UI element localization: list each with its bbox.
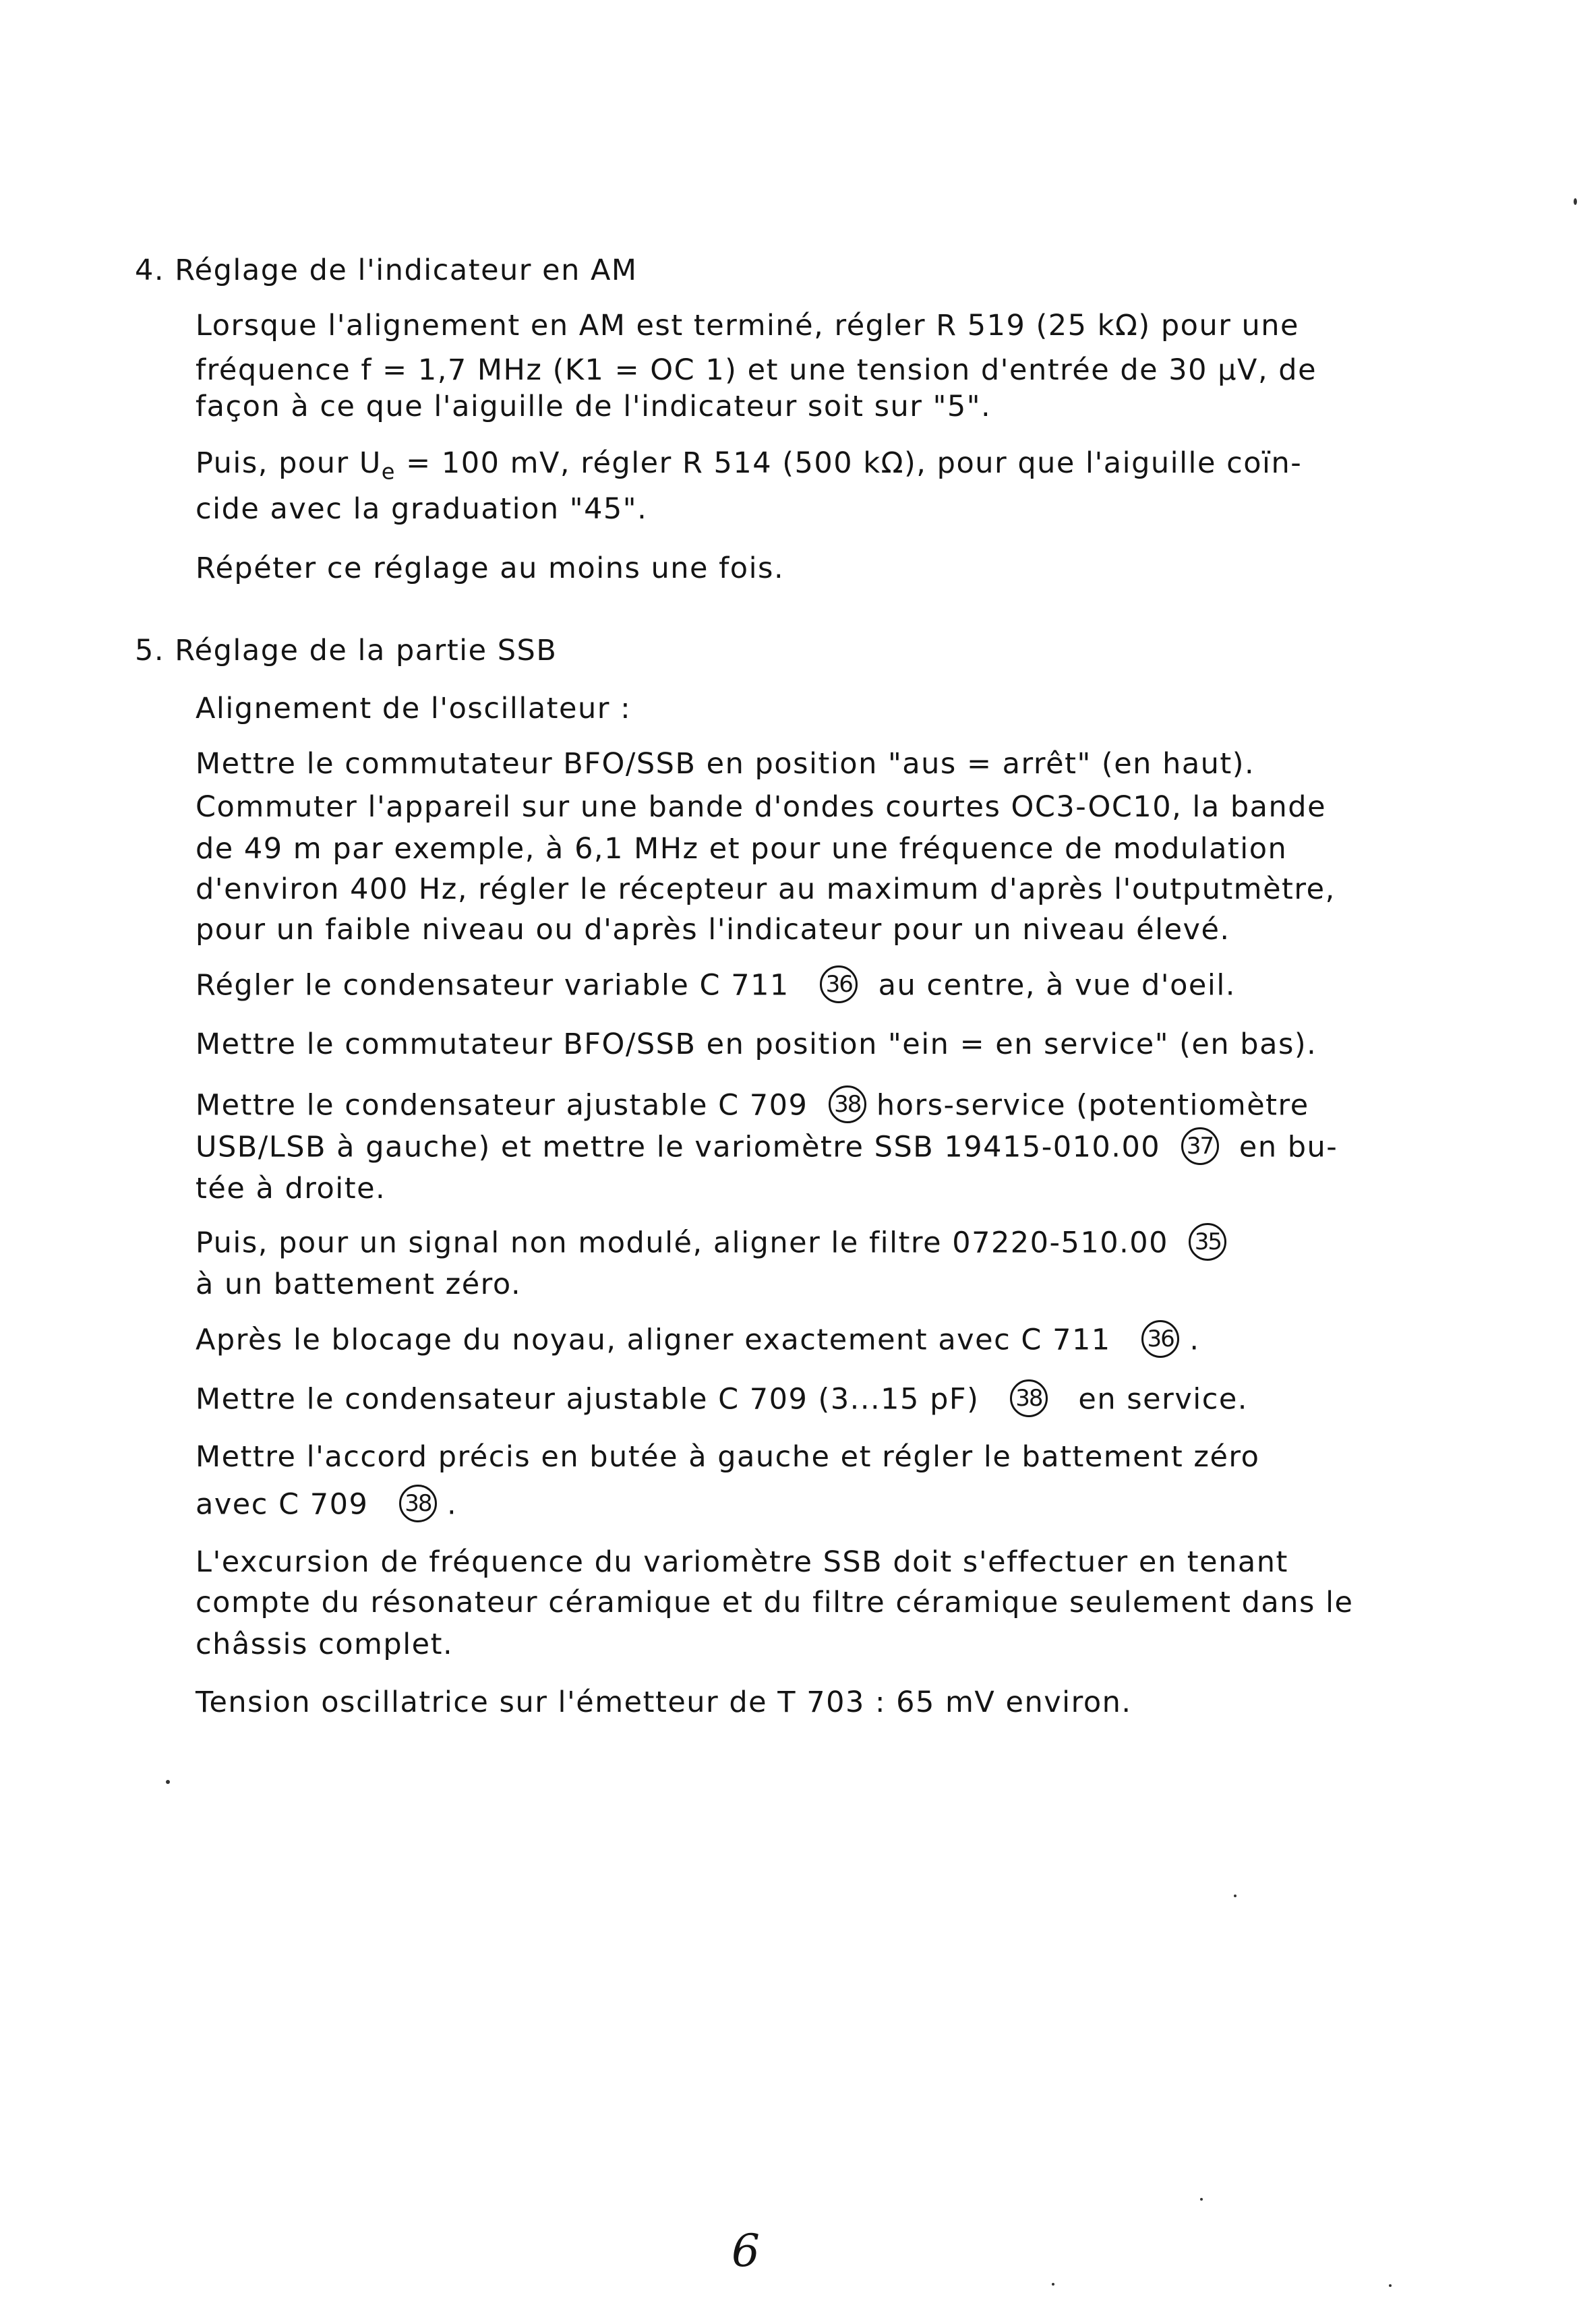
text-run: avec C 709	[196, 1487, 369, 1522]
section-5-heading: 5. Réglage de la partie SSB	[135, 634, 558, 667]
text-run: en service.	[1078, 1382, 1248, 1417]
text-run: Régler le condensateur variable C 711	[196, 968, 790, 1003]
text-run: Après le blocage du noyau, aligner exactement avec C 711	[196, 1323, 1111, 1357]
section-4-p2-line2: cide avec la graduation "45".	[196, 492, 648, 526]
text-run: Mettre le condensateur ajustable C 709	[196, 1088, 808, 1123]
scan-speck	[1389, 2284, 1392, 2287]
section-5-p5-line1	[196, 1228, 1226, 1261]
reference-circle: 36	[820, 965, 858, 1003]
section-5-p4-line1	[196, 1088, 1309, 1123]
text-run: USB/LSB à gauche) et mettre le variomètre SSB 19415-010.00	[196, 1130, 1161, 1164]
section-5-p10: Tension oscillatrice sur l'émetteur de T 703 : 65 mV environ.	[196, 1686, 1132, 1719]
section-5-p2	[196, 968, 1236, 1003]
reference-circle: 36	[1141, 1320, 1179, 1358]
section-5-p1-line1: Mettre le commutateur BFO/SSB en position "aus = arrêt" (en haut).	[196, 747, 1255, 781]
section-5-p8-line1: Mettre l'accord précis en butée à gauche et régler le battement zéro	[196, 1440, 1260, 1474]
section-5-p5-line2: à un battement zéro.	[196, 1268, 522, 1301]
reference-circle: 38	[399, 1485, 437, 1522]
text-run: Puis, pour U	[196, 446, 382, 480]
section-5-p4-line3: tée à droite.	[196, 1172, 386, 1205]
scan-speck	[166, 1780, 170, 1784]
section-4-p1-line1: Lorsque l'alignement en AM est terminé, régler R 519 (25 kΩ) pour une	[196, 309, 1300, 342]
section-5-p1-line3: de 49 m par exemple, à 6,1 MHz et pour une fréquence de modulation	[196, 832, 1288, 866]
text-run: .	[447, 1487, 458, 1522]
section-5-p9-line2: compte du résonateur céramique et du filtre céramique seulement dans le	[196, 1586, 1354, 1619]
section-4-p1-line2: fréquence f = 1,7 MHz (K1 = OC 1) et une tension d'entrée de 30 µV, de	[196, 353, 1317, 387]
section-4-p3: Répéter ce réglage au moins une fois.	[196, 552, 785, 585]
section-5-p4-line2	[196, 1130, 1338, 1165]
scan-speck	[1574, 198, 1577, 205]
section-4-p1-line3: façon à ce que l'aiguille de l'indicateur soit sur "5".	[196, 390, 992, 423]
text-run: = 100 mV, régler R 514 (500 kΩ), pour que l'aiguille coïn-	[395, 446, 1303, 480]
reference-circle: 37	[1181, 1127, 1219, 1165]
text-run: Puis, pour un signal non modulé, aligner le filtre 07220-510.00	[196, 1226, 1168, 1260]
section-5-p8-line2	[196, 1487, 458, 1522]
section-5-p1-line2: Commuter l'appareil sur une bande d'ondes courtes OC3-OC10, la bande	[196, 790, 1327, 824]
text-run: Mettre le condensateur ajustable C 709 (3...15 pF)	[196, 1382, 980, 1417]
section-5-p9-line1: L'excursion de fréquence du variomètre SSB doit s'effectuer en tenant	[196, 1545, 1288, 1579]
section-5-p3: Mettre le commutateur BFO/SSB en position "ein = en service" (en bas).	[196, 1027, 1317, 1061]
text-run: en bu-	[1239, 1130, 1338, 1164]
section-4-p2-line1	[196, 446, 1303, 485]
section-5-p7	[196, 1382, 1248, 1417]
scan-speck	[1052, 2283, 1054, 2286]
subscript: e	[381, 458, 396, 485]
page-number: 6	[732, 2225, 760, 2277]
reference-circle: 38	[829, 1085, 866, 1123]
text-run: au centre, à vue d'oeil.	[878, 968, 1236, 1003]
section-4-heading: 4. Réglage de l'indicateur en AM	[135, 254, 638, 287]
text-run: .	[1189, 1323, 1200, 1357]
reference-circle: 38	[1010, 1379, 1048, 1417]
scan-speck	[1234, 1895, 1237, 1897]
section-5-subheading: Alignement de l'oscillateur :	[196, 692, 632, 725]
section-5-p9-line3: châssis complet.	[196, 1628, 454, 1661]
text-run: hors-service (potentiomètre	[876, 1088, 1309, 1123]
reference-circle: 35	[1189, 1223, 1226, 1261]
section-5-p1-line5: pour un faible niveau ou d'après l'indicateur pour un niveau élevé.	[196, 913, 1230, 947]
section-5-p1-line4: d'environ 400 Hz, régler le récepteur au maximum d'après l'outputmètre,	[196, 872, 1336, 906]
section-5-p6	[196, 1325, 1200, 1358]
scan-speck	[1200, 2198, 1203, 2201]
